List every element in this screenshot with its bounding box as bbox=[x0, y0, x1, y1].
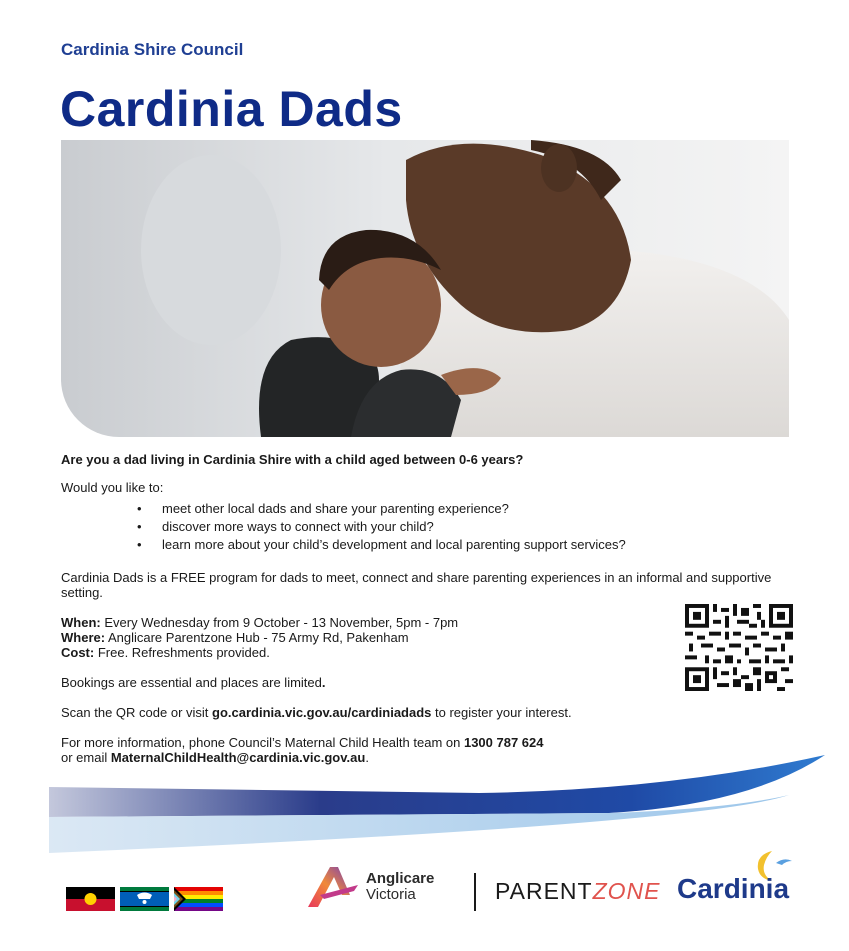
parentzone-logo: PARENTZONE bbox=[495, 878, 661, 904]
flags bbox=[66, 887, 223, 911]
progress-pride-flag-icon bbox=[174, 887, 223, 911]
bullet-icon: • bbox=[137, 501, 142, 516]
when-row bbox=[61, 615, 781, 630]
bullet-icon: • bbox=[137, 537, 142, 552]
page-title: Cardinia Dads bbox=[60, 81, 403, 137]
list-item bbox=[137, 500, 781, 518]
organisation-name: Cardinia Shire Council bbox=[61, 40, 244, 59]
where-value: Anglicare Parentzone Hub - 75 Army Rd, Pakenham bbox=[107, 630, 409, 645]
body-text bbox=[61, 452, 781, 765]
cardinia-logo-text: Cardinia bbox=[677, 873, 790, 904]
aboriginal-flag-icon bbox=[66, 887, 115, 911]
logo-divider bbox=[474, 873, 476, 911]
list-item-text: learn more about your child’s development and local parenting support services? bbox=[162, 537, 626, 552]
email-link[interactable]: MaternalChildHealth@cardinia.vic.gov.au bbox=[110, 750, 366, 765]
cost-value: Free. Refreshments provided. bbox=[97, 645, 270, 660]
list-item bbox=[137, 518, 781, 536]
anglicare-a-logo-icon bbox=[306, 865, 362, 909]
phone-number[interactable]: 1300 787 624 bbox=[463, 735, 544, 750]
list-item bbox=[137, 536, 781, 554]
anglicare-region: Victoria bbox=[366, 886, 416, 903]
event-details bbox=[61, 615, 781, 660]
bookings-note: Bookings are essential and places are limited. bbox=[61, 675, 326, 690]
hero-photo bbox=[61, 140, 789, 437]
torres-strait-islander-flag-icon bbox=[120, 887, 169, 911]
eligibility-question: Are you a dad living in Cardinia Shire with a child aged between 0-6 years? bbox=[61, 452, 524, 467]
benefits-list bbox=[61, 500, 781, 554]
list-item-text: meet other local dads and share your parenting experience? bbox=[162, 501, 509, 516]
qr-code-icon[interactable] bbox=[685, 604, 793, 691]
register-link[interactable]: go.cardinia.vic.gov.au/cardiniadads bbox=[212, 705, 432, 720]
cost-row bbox=[61, 645, 781, 660]
contact-text: For more information, phone Council’s Maternal Child Health team on 1300 787 624 or email MaternalChildHealth@cardinia.vic.gov.au. bbox=[61, 735, 544, 765]
decorative-swoosh bbox=[49, 755, 825, 855]
bullet-icon: • bbox=[137, 519, 142, 534]
intro-text: Would you like to: bbox=[61, 480, 164, 495]
anglicare-logo bbox=[306, 865, 434, 909]
where-label: Where: bbox=[61, 630, 106, 645]
list-item-text: discover more ways to connect with your child? bbox=[162, 519, 434, 534]
where-row bbox=[61, 630, 781, 645]
when-label: When: bbox=[61, 615, 101, 630]
when-value: Every Wednesday from 9 October - 13 November, 5pm - 7pm bbox=[104, 615, 459, 630]
program-description: Cardinia Dads is a FREE program for dads to meet, connect and share parenting experiences in an informal and supportive setting. bbox=[61, 570, 772, 600]
register-text: Scan the QR code or visit go.cardinia.vic.gov.au/cardiniadads to register your interest. bbox=[61, 705, 572, 720]
cost-label: Cost: bbox=[61, 645, 95, 660]
anglicare-name: Anglicare bbox=[366, 870, 435, 887]
